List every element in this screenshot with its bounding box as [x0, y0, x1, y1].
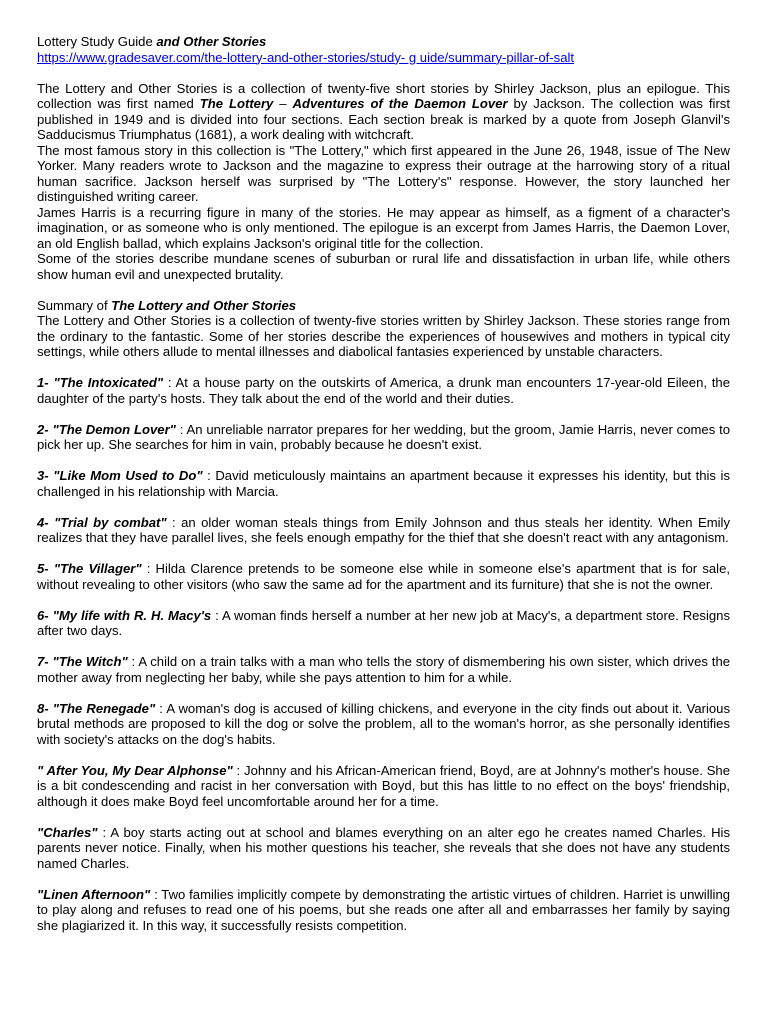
- header-title: Lottery Study Guide: [37, 34, 157, 49]
- story-summary: : At a house party on the outskirts of America, a drunk man encounters 17-year-old Eileen, the daughter of the party's hosts. They talk about the end of the world and their duties.: [37, 375, 730, 406]
- story-number: 1-: [37, 375, 54, 390]
- story-entry: [37, 515, 730, 546]
- intro-text: The Lottery and Other Stories is a collection of twenty-five short stories by Shirley Jackson, plus an epilogue. This collection was first named: [37, 80, 730, 111]
- story-number: 4-: [37, 514, 55, 530]
- header-title-emphasis: and Other Stories: [156, 34, 267, 49]
- story-summary: : An unreliable narrator prepares for her wedding, but the groom, Jamie Harris, never comes to pick her up. She searches for him in vain, probably because he doesn't exist.: [37, 421, 730, 452]
- story-number: 3-: [37, 468, 54, 483]
- story-title: After You, My Dear Alphonse": [46, 762, 233, 778]
- intro-paragraph-2: The most famous story in this collection is "The Lottery," which first appeared in the June 26, 1948, issue of The New Yorker. Many readers wrote to Jackson and the magazine to express their outrage at the harrowing story of a ritual human sacrifice. Jackson herself was surprised by "The Lottery's" response. However, the story launched her distinguished writing career.: [37, 142, 730, 204]
- source-link[interactable]: https://www.gradesaver.com/the-lottery-and-other-stories/study- g uide/summary-pillar-of-salt: [37, 49, 575, 65]
- story-entry: [37, 701, 730, 748]
- summary-heading-emphasis: The Lottery and Other Stories: [111, 297, 297, 313]
- story-entry: [37, 825, 730, 872]
- story-entry: [37, 608, 730, 639]
- story-title: "The Witch": [52, 654, 128, 669]
- spacer: [37, 809, 730, 825]
- spacer: [37, 639, 730, 655]
- story-title: "The Intoxicated": [53, 375, 164, 390]
- document-header: [37, 34, 730, 50]
- story-entry: [37, 422, 730, 453]
- spacer: [37, 406, 730, 422]
- story-summary: : Two families implicitly compete by demonstrating the artistic virtues of children. Harriet is unwilling to play along and refuses to read one of his poems, but she reads one after all and embarrasses her family by saying she plagiarized it. In this way, it successfully resists competition.: [37, 886, 731, 933]
- story-title: "The Renegade": [52, 700, 156, 716]
- spacer: [37, 360, 730, 376]
- story-number: ": [37, 762, 47, 778]
- story-summary: : David meticulously maintains an apartment because it expresses his identity, but this is challenged in his relationship with Marcia.: [37, 468, 731, 499]
- intro-paragraph-1: [37, 81, 730, 143]
- intro-title-emphasis: The Lottery: [199, 96, 274, 111]
- story-number: 8-: [37, 700, 53, 716]
- story-number: 7-: [37, 654, 53, 669]
- story-title: "Trial by combat": [54, 514, 167, 530]
- story-summary: : an older woman steals things from Emily Johnson and thus steals her identity. When Emily realizes that they have parallel lives, she feels enough empathy for the thief that she doesn't react with any antagonism.: [37, 514, 730, 545]
- intro-dash: –: [273, 96, 293, 111]
- story-title: "Like Mom Used to Do": [53, 468, 203, 483]
- intro-text: by Jackson. The collection was first published in 1949 and is divided into four sections. Each section break is marked by a quote from Joseph Glanvil's Sadducismus Triumphatus (1681), a work dealing with witchcraft.: [37, 96, 730, 142]
- story-number: 2-: [37, 421, 53, 437]
- story-entry: [37, 654, 730, 685]
- story-title: "Linen Afternoon": [37, 886, 151, 902]
- story-entry: [37, 375, 730, 406]
- spacer: [37, 685, 730, 701]
- spacer: [37, 282, 730, 298]
- intro-paragraph-3: James Harris is a recurring figure in many of the stories. He may appear as himself, as a figment of a character's imagination, or as someone who is only mentioned. The epilogue is an excerpt from James Harris, the Daemon Lover, an old English ballad, which explains Jackson's original title for the collection.: [37, 204, 730, 251]
- spacer: [37, 65, 730, 81]
- spacer: [37, 546, 730, 562]
- spacer: [37, 747, 730, 763]
- intro-subtitle-emphasis: Adventures of the Daemon Lover: [292, 96, 508, 111]
- summary-heading: [37, 298, 730, 314]
- story-number: 5-: [37, 561, 54, 576]
- story-entry: [37, 763, 730, 810]
- story-summary: : Hilda Clarence pretends to be someone else while in someone else's apartment that is for sale, without revealing to other visitors (who saw the same ad for the apartment and its furniture) that she is not the owner.: [37, 561, 730, 592]
- spacer: [37, 871, 730, 887]
- story-summary: : A woman's dog is accused of killing chickens, and everyone in the city finds out about it. Various brutal methods are proposed to kill the dog or solve the problem, all to the woman's horror, as she personally identifies with society's attacks on the dog's habits.: [37, 700, 730, 747]
- spacer: [37, 592, 730, 608]
- spacer: [37, 499, 730, 515]
- story-summary: : A boy starts acting out at school and blames everything on an alter ego he creates named Charles. His parents never notice. Finally, when his mother questions his teacher, she reveals that she does not have any students named Charles.: [37, 824, 730, 871]
- story-entry: [37, 887, 730, 934]
- story-summary: : A woman finds herself a number at her new job at Macy's, a department store. Resigns after two days.: [37, 607, 731, 638]
- summary-body: The Lottery and Other Stories is a collection of twenty-five stories written by Shirley Jackson. These stories range from the ordinary to the fantastic. Some of her stories describe the experiences of housewives and mothers in typical city settings, while others allude to mental illnesses and diabolical fantasies experienced by unstable characters.: [37, 313, 730, 359]
- source-link-line: [37, 50, 730, 66]
- summary-heading-text: Summary of: [37, 297, 112, 313]
- spacer: [37, 453, 730, 469]
- story-title: "Charles": [37, 824, 98, 840]
- story-entry: [37, 468, 730, 499]
- story-title: "The Villager": [53, 561, 142, 576]
- story-summary: : A child on a train talks with a man who tells the story of dismembering his own sister, which drives the mother away from neglecting her baby, while she pays attention to him for a while.: [37, 654, 731, 685]
- story-number: 6-: [37, 607, 53, 623]
- story-summary: : Johnny and his African-American friend, Boyd, are at Johnny's mother's house. She is a bit condescending and racist in her conversation with Boyd, but this has little to no effect on the boys' friendship, although it does make Boyd feel uncomfortable around her for a time.: [37, 762, 730, 809]
- story-title: "My life with R. H. Macy's: [52, 607, 212, 623]
- story-title: "The Demon Lover": [52, 421, 176, 437]
- story-entry: [37, 561, 730, 592]
- intro-paragraph-4: Some of the stories describe mundane scenes of suburban or rural life and dissatisfaction in urban life, while others show human evil and unexpected brutality.: [37, 251, 730, 282]
